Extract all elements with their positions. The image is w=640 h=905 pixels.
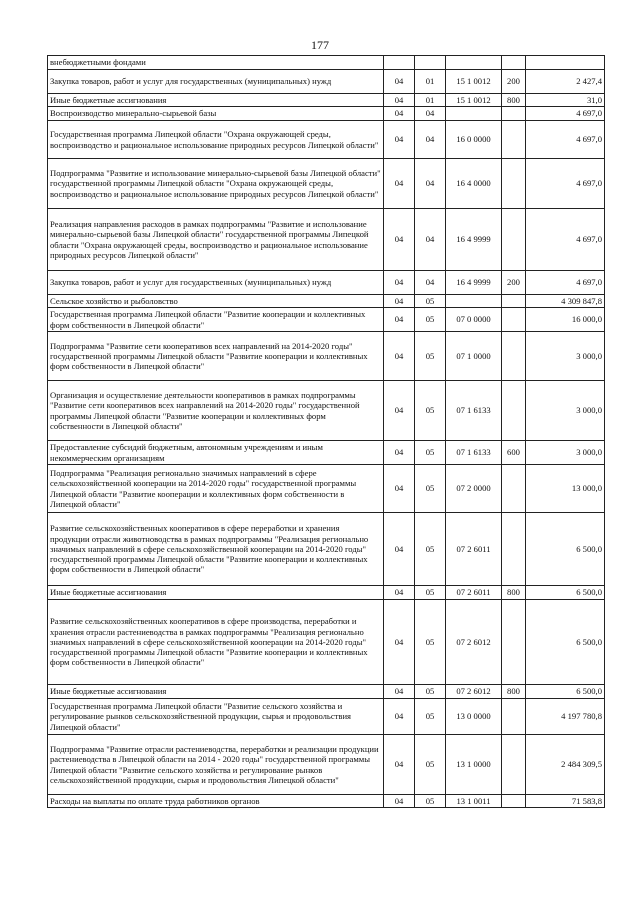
cell-section bbox=[384, 56, 415, 70]
cell-name: Государственная программа Липецкой области "Развитие сельского хозяйства и регулирование рынков сельскохозяйственной продукции, сырья и продовольствия Липецкой области" bbox=[48, 699, 384, 735]
cell-expense-type bbox=[502, 465, 526, 513]
cell-name: Предоставление субсидий бюджетным, автономным учреждениям и иным некоммерческим организациям bbox=[48, 441, 384, 465]
cell-section: 04 bbox=[384, 70, 415, 94]
cell-name: Иные бюджетные ассигнования bbox=[48, 94, 384, 107]
cell-expense-type bbox=[502, 513, 526, 586]
cell-name: Иные бюджетные ассигнования bbox=[48, 685, 384, 699]
cell-amount: 16 000,0 bbox=[526, 308, 605, 332]
cell-subsection: 05 bbox=[415, 332, 446, 381]
cell-subsection: 04 bbox=[415, 159, 446, 209]
cell-expense-type bbox=[502, 381, 526, 441]
cell-section: 04 bbox=[384, 586, 415, 600]
page-number: 177 bbox=[311, 38, 329, 52]
cell-target-article: 07 2 6011 bbox=[446, 586, 502, 600]
cell-section: 04 bbox=[384, 441, 415, 465]
cell-subsection: 05 bbox=[415, 795, 446, 808]
cell-name: Развитие сельскохозяйственных кооперативов в сфере производства, переработки и хранения отрасли растениеводства в рамках подпрограммы "Реализация регионально значимых направлений в сфере сельскохозяйственной кооперации на 2014-2020 годы" государственной программы Липецкой области "Развитие кооперации и коллективных форм собственности в Липецкой области" bbox=[48, 600, 384, 685]
table-row bbox=[48, 795, 605, 808]
cell-subsection bbox=[415, 56, 446, 70]
cell-expense-type bbox=[502, 600, 526, 685]
table-row bbox=[48, 381, 605, 441]
cell-target-article: 13 0 0000 bbox=[446, 699, 502, 735]
cell-name: Организация и осуществление деятельности кооперативов в рамках подпрограммы "Развитие сети кооперативов всех направлений на 2014-2020 годы" государственной программы Липецкой области "Развитие кооперации и коллективных форм собственности в Липецкой области" bbox=[48, 381, 384, 441]
table-row bbox=[48, 465, 605, 513]
cell-subsection: 05 bbox=[415, 308, 446, 332]
cell-section: 04 bbox=[384, 94, 415, 107]
cell-amount: 4 697,0 bbox=[526, 271, 605, 295]
cell-target-article bbox=[446, 107, 502, 121]
cell-name: Закупка товаров, работ и услуг для государственных (муниципальных) нужд bbox=[48, 271, 384, 295]
cell-expense-type bbox=[502, 735, 526, 795]
cell-expense-type: 200 bbox=[502, 271, 526, 295]
cell-amount: 4 697,0 bbox=[526, 159, 605, 209]
cell-expense-type: 800 bbox=[502, 586, 526, 600]
table-row bbox=[48, 271, 605, 295]
cell-target-article: 13 1 0011 bbox=[446, 795, 502, 808]
cell-section: 04 bbox=[384, 735, 415, 795]
cell-subsection: 05 bbox=[415, 735, 446, 795]
cell-target-article: 15 1 0012 bbox=[446, 94, 502, 107]
cell-amount: 6 500,0 bbox=[526, 586, 605, 600]
cell-name: Воспроизводство минерально-сырьевой базы bbox=[48, 107, 384, 121]
cell-amount: 4 697,0 bbox=[526, 209, 605, 271]
cell-amount: 6 500,0 bbox=[526, 685, 605, 699]
cell-subsection: 01 bbox=[415, 70, 446, 94]
cell-target-article bbox=[446, 56, 502, 70]
cell-subsection: 04 bbox=[415, 209, 446, 271]
cell-subsection: 05 bbox=[415, 465, 446, 513]
cell-subsection: 05 bbox=[415, 685, 446, 699]
cell-amount: 71 583,8 bbox=[526, 795, 605, 808]
table-row bbox=[48, 107, 605, 121]
cell-target-article: 07 2 6011 bbox=[446, 513, 502, 586]
cell-target-article: 07 1 0000 bbox=[446, 332, 502, 381]
budget-table bbox=[47, 55, 605, 808]
cell-target-article: 07 2 0000 bbox=[446, 465, 502, 513]
cell-target-article: 07 0 0000 bbox=[446, 308, 502, 332]
cell-target-article: 16 4 9999 bbox=[446, 271, 502, 295]
cell-target-article bbox=[446, 295, 502, 308]
cell-section: 04 bbox=[384, 121, 415, 159]
cell-section: 04 bbox=[384, 295, 415, 308]
cell-target-article: 07 1 6133 bbox=[446, 381, 502, 441]
cell-target-article: 16 4 0000 bbox=[446, 159, 502, 209]
cell-subsection: 05 bbox=[415, 600, 446, 685]
table-row bbox=[48, 513, 605, 586]
cell-subsection: 05 bbox=[415, 295, 446, 308]
table-row bbox=[48, 699, 605, 735]
cell-subsection: 05 bbox=[415, 381, 446, 441]
table-row bbox=[48, 70, 605, 94]
cell-amount: 6 500,0 bbox=[526, 600, 605, 685]
table-row bbox=[48, 600, 605, 685]
cell-target-article: 07 2 6012 bbox=[446, 600, 502, 685]
cell-name: Закупка товаров, работ и услуг для государственных (муниципальных) нужд bbox=[48, 70, 384, 94]
cell-section: 04 bbox=[384, 513, 415, 586]
cell-expense-type bbox=[502, 107, 526, 121]
cell-name: Подпрограмма "Развитие и использование минерально-сырьевой базы Липецкой области" государственной программы Липецкой области "Охрана окружающей среды, воспроизводство и рациональное использование природных ресурсов Липецкой области" bbox=[48, 159, 384, 209]
cell-name: Развитие сельскохозяйственных кооперативов в сфере переработки и хранения продукции отрасли животноводства в рамках подпрограммы "Реализация регионально значимых направлений в сфере сельскохозяйственной кооперации на 2014-2020 годы" государственной программы Липецкой области "Развитие кооперации и коллективных форм собственности в Липецкой области" bbox=[48, 513, 384, 586]
cell-amount: 13 000,0 bbox=[526, 465, 605, 513]
cell-expense-type bbox=[502, 795, 526, 808]
cell-amount: 4 697,0 bbox=[526, 107, 605, 121]
cell-name: Подпрограмма "Развитие отрасли растениеводства, переработки и реализации продукции растениеводства в Липецкой области на 2014 - 2020 годы" государственной программы Липецкой области "Развитие сельского хозяйства и регулирование рынков сельскохозяйственной продукции, сырья и продовольствия Липецкой области" bbox=[48, 735, 384, 795]
table-row bbox=[48, 295, 605, 308]
cell-subsection: 05 bbox=[415, 441, 446, 465]
cell-expense-type bbox=[502, 308, 526, 332]
cell-target-article: 07 2 6012 bbox=[446, 685, 502, 699]
cell-expense-type bbox=[502, 159, 526, 209]
table-row bbox=[48, 332, 605, 381]
table-row bbox=[48, 94, 605, 107]
cell-amount: 4 197 780,8 bbox=[526, 699, 605, 735]
cell-section: 04 bbox=[384, 795, 415, 808]
cell-amount: 4 309 847,8 bbox=[526, 295, 605, 308]
cell-section: 04 bbox=[384, 600, 415, 685]
cell-expense-type: 600 bbox=[502, 441, 526, 465]
table-row bbox=[48, 441, 605, 465]
table-body bbox=[48, 56, 605, 808]
cell-name: Реализация направления расходов в рамках подпрограммы "Развитие и использование минерально-сырьевой базы Липецкой области" государственной программы Липецкой области "Охрана окружающей среды, воспроизводство и рациональное использование природных ресурсов Липецкой области" bbox=[48, 209, 384, 271]
cell-section: 04 bbox=[384, 209, 415, 271]
cell-target-article: 07 1 6133 bbox=[446, 441, 502, 465]
cell-amount: 31,0 bbox=[526, 94, 605, 107]
cell-name: Иные бюджетные ассигнования bbox=[48, 586, 384, 600]
cell-target-article: 15 1 0012 bbox=[446, 70, 502, 94]
cell-expense-type bbox=[502, 56, 526, 70]
cell-expense-type bbox=[502, 332, 526, 381]
cell-subsection: 01 bbox=[415, 94, 446, 107]
cell-section: 04 bbox=[384, 685, 415, 699]
table-row bbox=[48, 735, 605, 795]
cell-amount: 3 000,0 bbox=[526, 441, 605, 465]
cell-amount: 3 000,0 bbox=[526, 381, 605, 441]
cell-expense-type bbox=[502, 121, 526, 159]
cell-section: 04 bbox=[384, 308, 415, 332]
cell-name: внебюджетными фондами bbox=[48, 56, 384, 70]
table-row bbox=[48, 159, 605, 209]
cell-target-article: 16 4 9999 bbox=[446, 209, 502, 271]
cell-amount: 6 500,0 bbox=[526, 513, 605, 586]
cell-name: Государственная программа Липецкой области "Охрана окружающей среды, воспроизводство и рациональное использование природных ресурсов Липецкой области" bbox=[48, 121, 384, 159]
cell-expense-type bbox=[502, 699, 526, 735]
cell-section: 04 bbox=[384, 699, 415, 735]
cell-subsection: 05 bbox=[415, 586, 446, 600]
cell-expense-type bbox=[502, 209, 526, 271]
cell-section: 04 bbox=[384, 107, 415, 121]
cell-section: 04 bbox=[384, 381, 415, 441]
cell-name: Расходы на выплаты по оплате труда работников органов bbox=[48, 795, 384, 808]
table-row bbox=[48, 121, 605, 159]
cell-section: 04 bbox=[384, 159, 415, 209]
cell-expense-type: 200 bbox=[502, 70, 526, 94]
cell-subsection: 04 bbox=[415, 271, 446, 295]
cell-section: 04 bbox=[384, 465, 415, 513]
cell-name: Подпрограмма "Развитие сети кооперативов всех направлений на 2014-2020 годы" государственной программы Липецкой области "Развитие кооперации и коллективных форм собственности в Липецкой области" bbox=[48, 332, 384, 381]
cell-subsection: 05 bbox=[415, 699, 446, 735]
cell-subsection: 04 bbox=[415, 107, 446, 121]
cell-subsection: 05 bbox=[415, 513, 446, 586]
cell-expense-type bbox=[502, 295, 526, 308]
table-row bbox=[48, 685, 605, 699]
cell-subsection: 04 bbox=[415, 121, 446, 159]
table-row bbox=[48, 308, 605, 332]
cell-amount bbox=[526, 56, 605, 70]
table-row bbox=[48, 586, 605, 600]
cell-expense-type: 800 bbox=[502, 94, 526, 107]
cell-amount: 2 484 309,5 bbox=[526, 735, 605, 795]
cell-amount: 4 697,0 bbox=[526, 121, 605, 159]
cell-name: Подпрограмма "Реализация регионально значимых направлений в сфере сельскохозяйственной кооперации на 2014-2020 годы" государственной программы Липецкой области "Развитие кооперации и коллективных форм собственности в Липецкой области" bbox=[48, 465, 384, 513]
cell-target-article: 16 0 0000 bbox=[446, 121, 502, 159]
cell-section: 04 bbox=[384, 332, 415, 381]
cell-amount: 2 427,4 bbox=[526, 70, 605, 94]
cell-section: 04 bbox=[384, 271, 415, 295]
cell-name: Сельское хозяйство и рыболовство bbox=[48, 295, 384, 308]
table-row bbox=[48, 209, 605, 271]
cell-amount: 3 000,0 bbox=[526, 332, 605, 381]
cell-target-article: 13 1 0000 bbox=[446, 735, 502, 795]
cell-expense-type: 800 bbox=[502, 685, 526, 699]
table-row bbox=[48, 56, 605, 70]
cell-name: Государственная программа Липецкой области "Развитие кооперации и коллективных форм собственности в Липецкой области" bbox=[48, 308, 384, 332]
